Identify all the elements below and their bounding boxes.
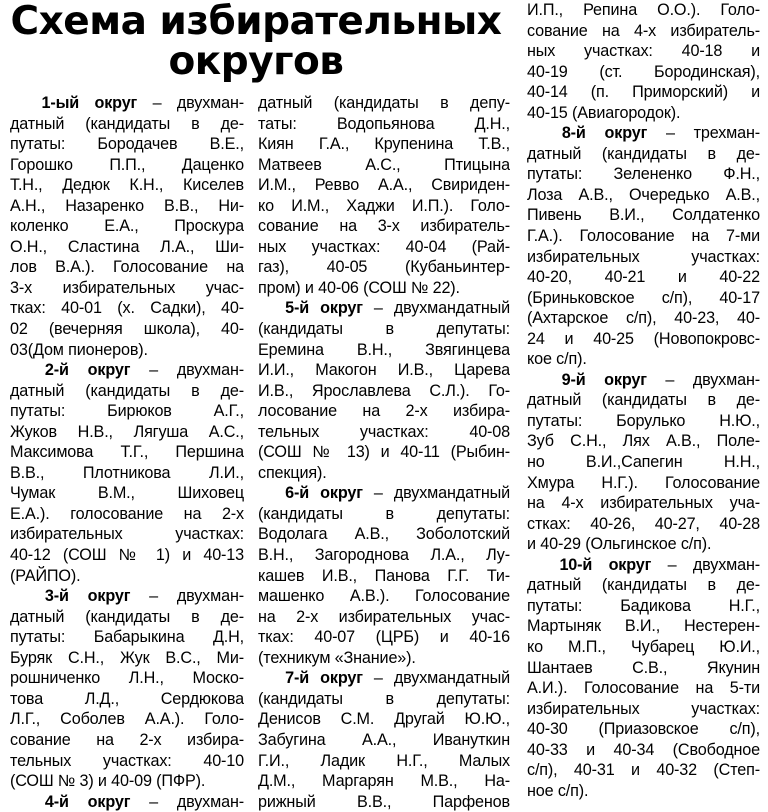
text-line <box>10 607 244 628</box>
line-text: (кандидаты в депутаты: <box>258 320 510 339</box>
text-line <box>10 340 244 361</box>
text-line <box>527 616 760 637</box>
text-line <box>527 21 760 42</box>
text-line <box>527 247 760 268</box>
line-text: сование на 2-х избира- <box>10 730 244 749</box>
line-text: (Ахтарское с/п), 40-23, 40- <box>527 309 760 328</box>
text-line <box>527 411 760 432</box>
line-text: Шантаев С.В., Якунин <box>527 658 760 677</box>
line-text: 40-20, 40-21 и 40-22 <box>527 268 760 287</box>
line-text: В.В., Плотникова Л.И., <box>10 463 244 482</box>
text-line <box>527 226 760 247</box>
text-line <box>258 689 510 710</box>
line-text: ко И.М., Хаджи И.П.). Голо- <box>258 196 510 215</box>
district-name: 9-й округ <box>561 370 647 389</box>
line-text: (кандидаты в депутаты: <box>258 689 510 708</box>
line-text: 40-33 и 40-34 (Свободное <box>527 740 760 759</box>
text-line <box>10 648 244 669</box>
line-text: избирательных участках: <box>527 699 760 718</box>
text-line <box>527 473 760 494</box>
text-line <box>527 452 760 473</box>
line-text: (СОШ № 3) и 40-09 (ПФР). <box>10 772 206 791</box>
line-text: тках: 40-07 (ЦРБ) и 40-16 <box>258 628 510 647</box>
line-text: путаты: Бирюков А.Г., <box>10 402 244 421</box>
text-line <box>10 483 244 504</box>
text-line <box>527 534 760 555</box>
text-line <box>258 442 510 463</box>
line-text: ко М.П., Чубарец Ю.И., <box>527 637 760 656</box>
line-text: Максимова Т.Г., Першина <box>10 443 244 462</box>
line-text: 40-19 (ст. Бородинская), <box>527 62 760 81</box>
line-text: 40-12 (СОШ № 1) и 40-13 <box>10 546 244 565</box>
text-line <box>10 524 244 545</box>
line-text: О.Н., Сластина Л.А., Ши- <box>10 237 244 256</box>
text-line <box>10 566 244 587</box>
line-text: датный (кандидаты в де- <box>527 144 760 163</box>
line-text: Горошко П.П., Даценко <box>10 155 244 174</box>
line-text: И.М., Ревво А.А., Свириден- <box>258 176 510 195</box>
text-line <box>527 82 760 103</box>
line-text: и 40-29 (Ольгинское с/п). <box>527 535 712 554</box>
text-line <box>258 586 510 607</box>
district-name: 7-й округ <box>285 669 363 688</box>
line-text: Зуб С.Н., Лях А.В., Поле- <box>527 432 760 451</box>
text-line <box>258 422 510 443</box>
text-line <box>10 730 244 751</box>
line-text: рижный В.В., Парфенов <box>258 792 510 811</box>
line-text: избирательных участках: <box>10 525 244 544</box>
text-line <box>258 196 510 217</box>
line-text: Жуков Н.В., Лягуша А.С., <box>10 422 244 441</box>
line-text: датный (кандидаты в депу- <box>258 94 510 112</box>
line-text: И.В., Ярославлева С.Л.). Го- <box>258 381 510 400</box>
text-line <box>10 175 244 196</box>
line-text: путаты: Бородачев В.Е., <box>10 135 244 154</box>
text-line <box>10 319 244 340</box>
line-text: но В.И.,Сапегин Н.Н., <box>527 453 760 472</box>
district-heading-line <box>10 586 244 607</box>
text-line <box>10 751 244 772</box>
line-text: 40-14 (п. Приморский) и <box>527 83 760 102</box>
text-line <box>527 390 760 411</box>
text-line <box>258 709 510 730</box>
text-line <box>258 155 510 176</box>
text-column-2 <box>258 93 510 812</box>
line-text: Пивень В.И., Солдатенко <box>527 206 760 225</box>
text-line <box>527 41 760 62</box>
text-line <box>527 575 760 596</box>
line-text: лов В.А.). Голосование на <box>10 258 244 277</box>
text-line <box>10 134 244 155</box>
line-text: А.Н., Назаренко В.В., Ни- <box>10 196 244 215</box>
text-line <box>527 164 760 185</box>
line-text: това Л.Д., Сердюкова <box>10 689 244 708</box>
text-line <box>258 524 510 545</box>
line-text: пром) и 40-06 (СОШ № 22). <box>258 278 460 297</box>
text-line <box>527 329 760 350</box>
text-line <box>10 771 244 792</box>
line-text: Л.Г., Соболев А.А.). Голо- <box>10 710 244 729</box>
line-text: Г.И., Ладик Н.Г., Малых <box>258 751 510 770</box>
line-text: Водолага А.В., Зоболотский <box>258 525 510 544</box>
line-text: 3-х избирательных учас- <box>10 278 244 297</box>
text-line <box>527 781 760 802</box>
line-text: (Бриньковское с/п), 40-17 <box>527 288 760 307</box>
line-text: стках: 40-26, 40-27, 40-28 <box>527 514 760 533</box>
text-line <box>258 751 510 772</box>
line-text: Забугина А.А., Ивануткин <box>258 730 510 749</box>
line-text: 03(Дом пионеров). <box>10 340 148 359</box>
district-name: 1-ый округ <box>41 94 138 112</box>
line-text: (техникум «Знание»). <box>258 648 416 667</box>
text-line <box>258 134 510 155</box>
text-line <box>258 278 510 299</box>
line-text: Мартыняк В.И., Нестерен- <box>527 617 760 636</box>
line-text: А.И.). Голосование на 5-ти <box>527 679 760 698</box>
line-text: сование на 3-х избиратель- <box>258 217 510 236</box>
text-line <box>258 607 510 628</box>
line-text: 40-15 (Авиагородок). <box>527 103 681 122</box>
text-column-1 <box>10 93 244 812</box>
text-line <box>527 267 760 288</box>
district-heading-line <box>527 555 760 576</box>
district-heading-line <box>258 668 510 689</box>
text-line <box>258 237 510 258</box>
line-text: (РАЙПО). <box>10 566 81 585</box>
line-text: – двухман- <box>646 370 760 389</box>
text-line <box>527 719 760 740</box>
line-text: И.И., Макогон И.В., Царева <box>258 361 510 380</box>
line-text: на 2-х избирательных учас- <box>258 607 510 626</box>
line-text: путаты: Борулько Н.Ю., <box>527 411 760 430</box>
line-text: (кандидаты в депутаты: <box>258 504 510 523</box>
text-line <box>527 0 760 21</box>
line-text: тельных участках: 40-10 <box>10 751 244 770</box>
district-heading-line <box>258 483 510 504</box>
line-text: рошниченко Л.Н., Моско- <box>10 669 244 688</box>
line-text: с/п), 40-31 и 40-32 (Степ- <box>527 761 760 780</box>
line-text: Матвеев А.С., Птицына <box>258 155 510 174</box>
line-text: кое с/п). <box>527 350 587 369</box>
line-text: ных участках: 40-04 (Рай- <box>258 237 510 256</box>
text-line <box>10 442 244 463</box>
line-text: датный (кандидаты в де- <box>527 576 760 595</box>
line-text: газ), 40-05 (Кубаньинтер- <box>258 258 510 277</box>
article-title: Схема избирательных округов <box>10 0 502 84</box>
line-text: ное с/п). <box>527 781 589 800</box>
district-heading-line <box>527 370 760 391</box>
district-name: 8-й округ <box>561 124 648 143</box>
line-text: Еремина В.Н., Звягинцева <box>258 340 510 359</box>
text-line <box>527 493 760 514</box>
line-text: И.П., Репина О.О.). Голо- <box>527 1 760 19</box>
text-line <box>527 308 760 329</box>
line-text: путаты: Зелененко Ф.Н., <box>527 165 760 184</box>
line-text: спекция). <box>258 463 327 482</box>
district-heading-line <box>527 123 760 144</box>
line-text: кашев И.В., Панова Г.Г. Ти- <box>258 566 510 585</box>
text-column-3 <box>527 0 760 801</box>
text-line <box>258 627 510 648</box>
text-line <box>10 627 244 648</box>
text-line <box>10 504 244 525</box>
district-name: 2-й округ <box>44 361 131 380</box>
line-text: тках: 40-01 (х. Садки), 40- <box>10 299 244 318</box>
district-heading-line <box>10 360 244 381</box>
text-line <box>10 216 244 237</box>
text-line <box>10 463 244 484</box>
text-line <box>258 730 510 751</box>
text-line <box>527 678 760 699</box>
line-text: Хмура Н.Г.). Голосование <box>527 473 760 492</box>
text-line <box>258 463 510 484</box>
text-line <box>527 62 760 83</box>
line-text: – двухман- <box>651 555 760 574</box>
text-line <box>258 381 510 402</box>
text-line <box>10 237 244 258</box>
line-text: датный (кандидаты в де- <box>10 607 244 626</box>
text-line <box>527 431 760 452</box>
text-line <box>258 340 510 361</box>
line-text: 40-30 (Приазовское с/п), <box>527 720 760 739</box>
text-line <box>527 288 760 309</box>
text-line <box>10 278 244 299</box>
text-line <box>527 205 760 226</box>
text-line <box>10 257 244 278</box>
text-line <box>10 545 244 566</box>
line-text: датный (кандидаты в де- <box>10 381 244 400</box>
text-line <box>10 689 244 710</box>
line-text: В.Н., Загороднова Л.А., Лу- <box>258 546 510 565</box>
text-line <box>258 216 510 237</box>
text-line <box>10 422 244 443</box>
text-line <box>10 709 244 730</box>
line-text: ных участках: 40-18 и <box>527 42 760 61</box>
district-heading-line <box>258 298 510 319</box>
line-text: Денисов С.М. Другай Ю.Ю., <box>258 710 510 729</box>
text-line <box>10 298 244 319</box>
line-text: тельных участках: 40-08 <box>258 422 510 441</box>
line-text: Буряк С.Н., Жук В.С., Ми- <box>10 648 244 667</box>
district-name: 3-й округ <box>44 587 131 606</box>
line-text: Чумак В.М., Шиховец <box>10 484 244 503</box>
line-text: путаты: Бабарыкина Д.Н, <box>10 628 244 647</box>
district-name: 5-й округ <box>285 299 363 318</box>
text-line <box>527 658 760 679</box>
line-text: лосование на 2-х избира- <box>258 402 510 421</box>
line-text: датный (кандидаты в де- <box>10 114 244 133</box>
line-text: избирательных участках: <box>527 247 760 266</box>
text-line <box>10 155 244 176</box>
district-heading-line <box>10 93 244 114</box>
text-line <box>258 319 510 340</box>
line-text: – двухмандатный <box>362 669 510 688</box>
text-line <box>527 740 760 761</box>
line-text: сование на 4-х избиратель- <box>527 21 760 40</box>
text-line <box>258 504 510 525</box>
text-line <box>527 596 760 617</box>
line-text: Е.А.). голосование на 2-х <box>10 504 244 523</box>
line-text: – двухман- <box>130 587 244 606</box>
text-line <box>258 93 510 114</box>
text-line <box>527 144 760 165</box>
line-text: – двухмандатный <box>362 484 510 503</box>
text-line <box>258 114 510 135</box>
text-line <box>527 349 760 370</box>
text-line <box>258 545 510 566</box>
line-text: Лоза А.В., Очередько А.В., <box>527 185 760 204</box>
district-name: 10-й округ <box>559 555 652 574</box>
line-text: – двухман- <box>130 792 244 811</box>
text-line <box>10 401 244 422</box>
text-line <box>258 401 510 422</box>
text-line <box>258 566 510 587</box>
text-line <box>258 175 510 196</box>
line-text: Т.Н., Дедюк К.Н., Киселев <box>10 176 244 195</box>
text-line <box>527 699 760 720</box>
text-line <box>527 760 760 781</box>
district-name: 4-й округ <box>44 792 131 811</box>
line-text: Д.М., Маргарян М.В., На- <box>258 772 510 791</box>
line-text: – двухман- <box>130 361 244 380</box>
line-text: 24 и 40-25 (Новопокровс- <box>527 329 760 348</box>
text-line <box>10 668 244 689</box>
text-line <box>527 514 760 535</box>
text-line <box>527 637 760 658</box>
text-line <box>10 196 244 217</box>
text-line <box>527 185 760 206</box>
line-text: на 4-х избирательных уча- <box>527 494 760 513</box>
line-text: 02 (вечерняя школа), 40- <box>10 320 244 339</box>
text-line <box>258 771 510 792</box>
text-line <box>258 360 510 381</box>
line-text: Киян Г.А., Крупенина Т.В., <box>258 135 510 154</box>
text-line <box>258 792 510 812</box>
line-text: (СОШ № 13) и 40-11 (Рыбин- <box>258 443 510 462</box>
line-text: машенко А.В.). Голосование <box>258 587 510 606</box>
text-line <box>10 381 244 402</box>
line-text: путаты: Бадикова Н.Г., <box>527 596 760 615</box>
text-line <box>527 103 760 124</box>
line-text: Г.А.). Голосование на 7-ми <box>527 227 760 246</box>
line-text: – двухман- <box>137 94 244 112</box>
district-name: 6-й округ <box>285 484 363 503</box>
district-heading-line <box>10 792 244 812</box>
text-line <box>258 648 510 669</box>
line-text: коленко Е.А., Проскура <box>10 217 244 236</box>
line-text: – двухмандатный <box>362 299 510 318</box>
text-line <box>10 114 244 135</box>
text-line <box>258 257 510 278</box>
line-text: – трехман- <box>647 124 760 143</box>
line-text: датный (кандидаты в де- <box>527 391 760 410</box>
line-text: таты: Водопьянова Д.Н., <box>258 114 510 133</box>
